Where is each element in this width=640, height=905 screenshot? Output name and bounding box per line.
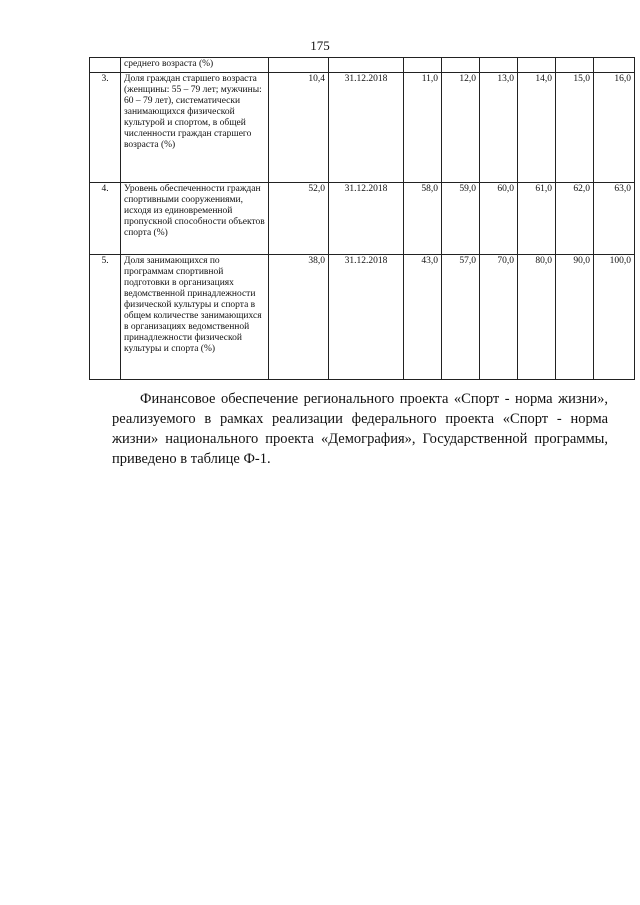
cell-base-value: 10,4: [269, 73, 329, 183]
cell-num: 3.: [90, 73, 121, 183]
cell-name: Уровень обеспеченности граждан спортивными сооружениями, исходя из единовременной пропускной способности объектов спорта (%): [121, 183, 269, 255]
cell-value: 80,0: [518, 255, 556, 380]
cell-value: 58,0: [404, 183, 442, 255]
cell-value: 70,0: [480, 255, 518, 380]
financing-paragraph: Финансовое обеспечение регионального проекта «Спорт - норма жизни», реализуемого в рамках реализации федерального проекта «Спорт - норма жизни» национального проекта «Демография», Государственной программы, приведено в таблице Ф-1.: [112, 391, 608, 467]
cell-num: [90, 58, 121, 73]
cell-value: 43,0: [404, 255, 442, 380]
indicators-table: [89, 57, 635, 380]
cell-value: 62,0: [556, 183, 594, 255]
cell-value: 100,0: [594, 255, 635, 380]
cell-value: 12,0: [442, 73, 480, 183]
page-number: 175: [310, 38, 330, 53]
cell-value: 59,0: [442, 183, 480, 255]
cell-base-date: 31.12.2018: [329, 183, 404, 255]
cell-value: 13,0: [480, 73, 518, 183]
table-row: [90, 73, 635, 183]
cell-value: 16,0: [594, 73, 635, 183]
cell-value: 15,0: [556, 73, 594, 183]
cell-base-date: 31.12.2018: [329, 255, 404, 380]
cell-value: 14,0: [518, 73, 556, 183]
cell-base-date: 31.12.2018: [329, 73, 404, 183]
cell-name: Доля занимающихся по программам спортивной подготовки в организациях ведомственной принадлежности физической культуры и спорта в общем количестве занимающихся в организациях ведомственной принадлежности физической культуры и спорта (%): [121, 255, 269, 380]
cell-value: 61,0: [518, 183, 556, 255]
cell-value: 90,0: [556, 255, 594, 380]
cell-name: Доля граждан старшего возраста (женщины: 55 – 79 лет; мужчины: 60 – 79 лет), систематически занимающихся физической культурой и спортом, в общей численности граждан старшего возраста (%): [121, 73, 269, 183]
table-row-continuation: [90, 58, 635, 73]
table-row: [90, 255, 635, 380]
table-row: [90, 183, 635, 255]
cell-num: 4.: [90, 183, 121, 255]
cell-num: 5.: [90, 255, 121, 380]
cell-base-value: 52,0: [269, 183, 329, 255]
cell-name: среднего возраста (%): [121, 58, 269, 73]
cell-value: 60,0: [480, 183, 518, 255]
cell-value: 11,0: [404, 73, 442, 183]
cell-value: 57,0: [442, 255, 480, 380]
cell-base-value: 38,0: [269, 255, 329, 380]
cell-value: 63,0: [594, 183, 635, 255]
